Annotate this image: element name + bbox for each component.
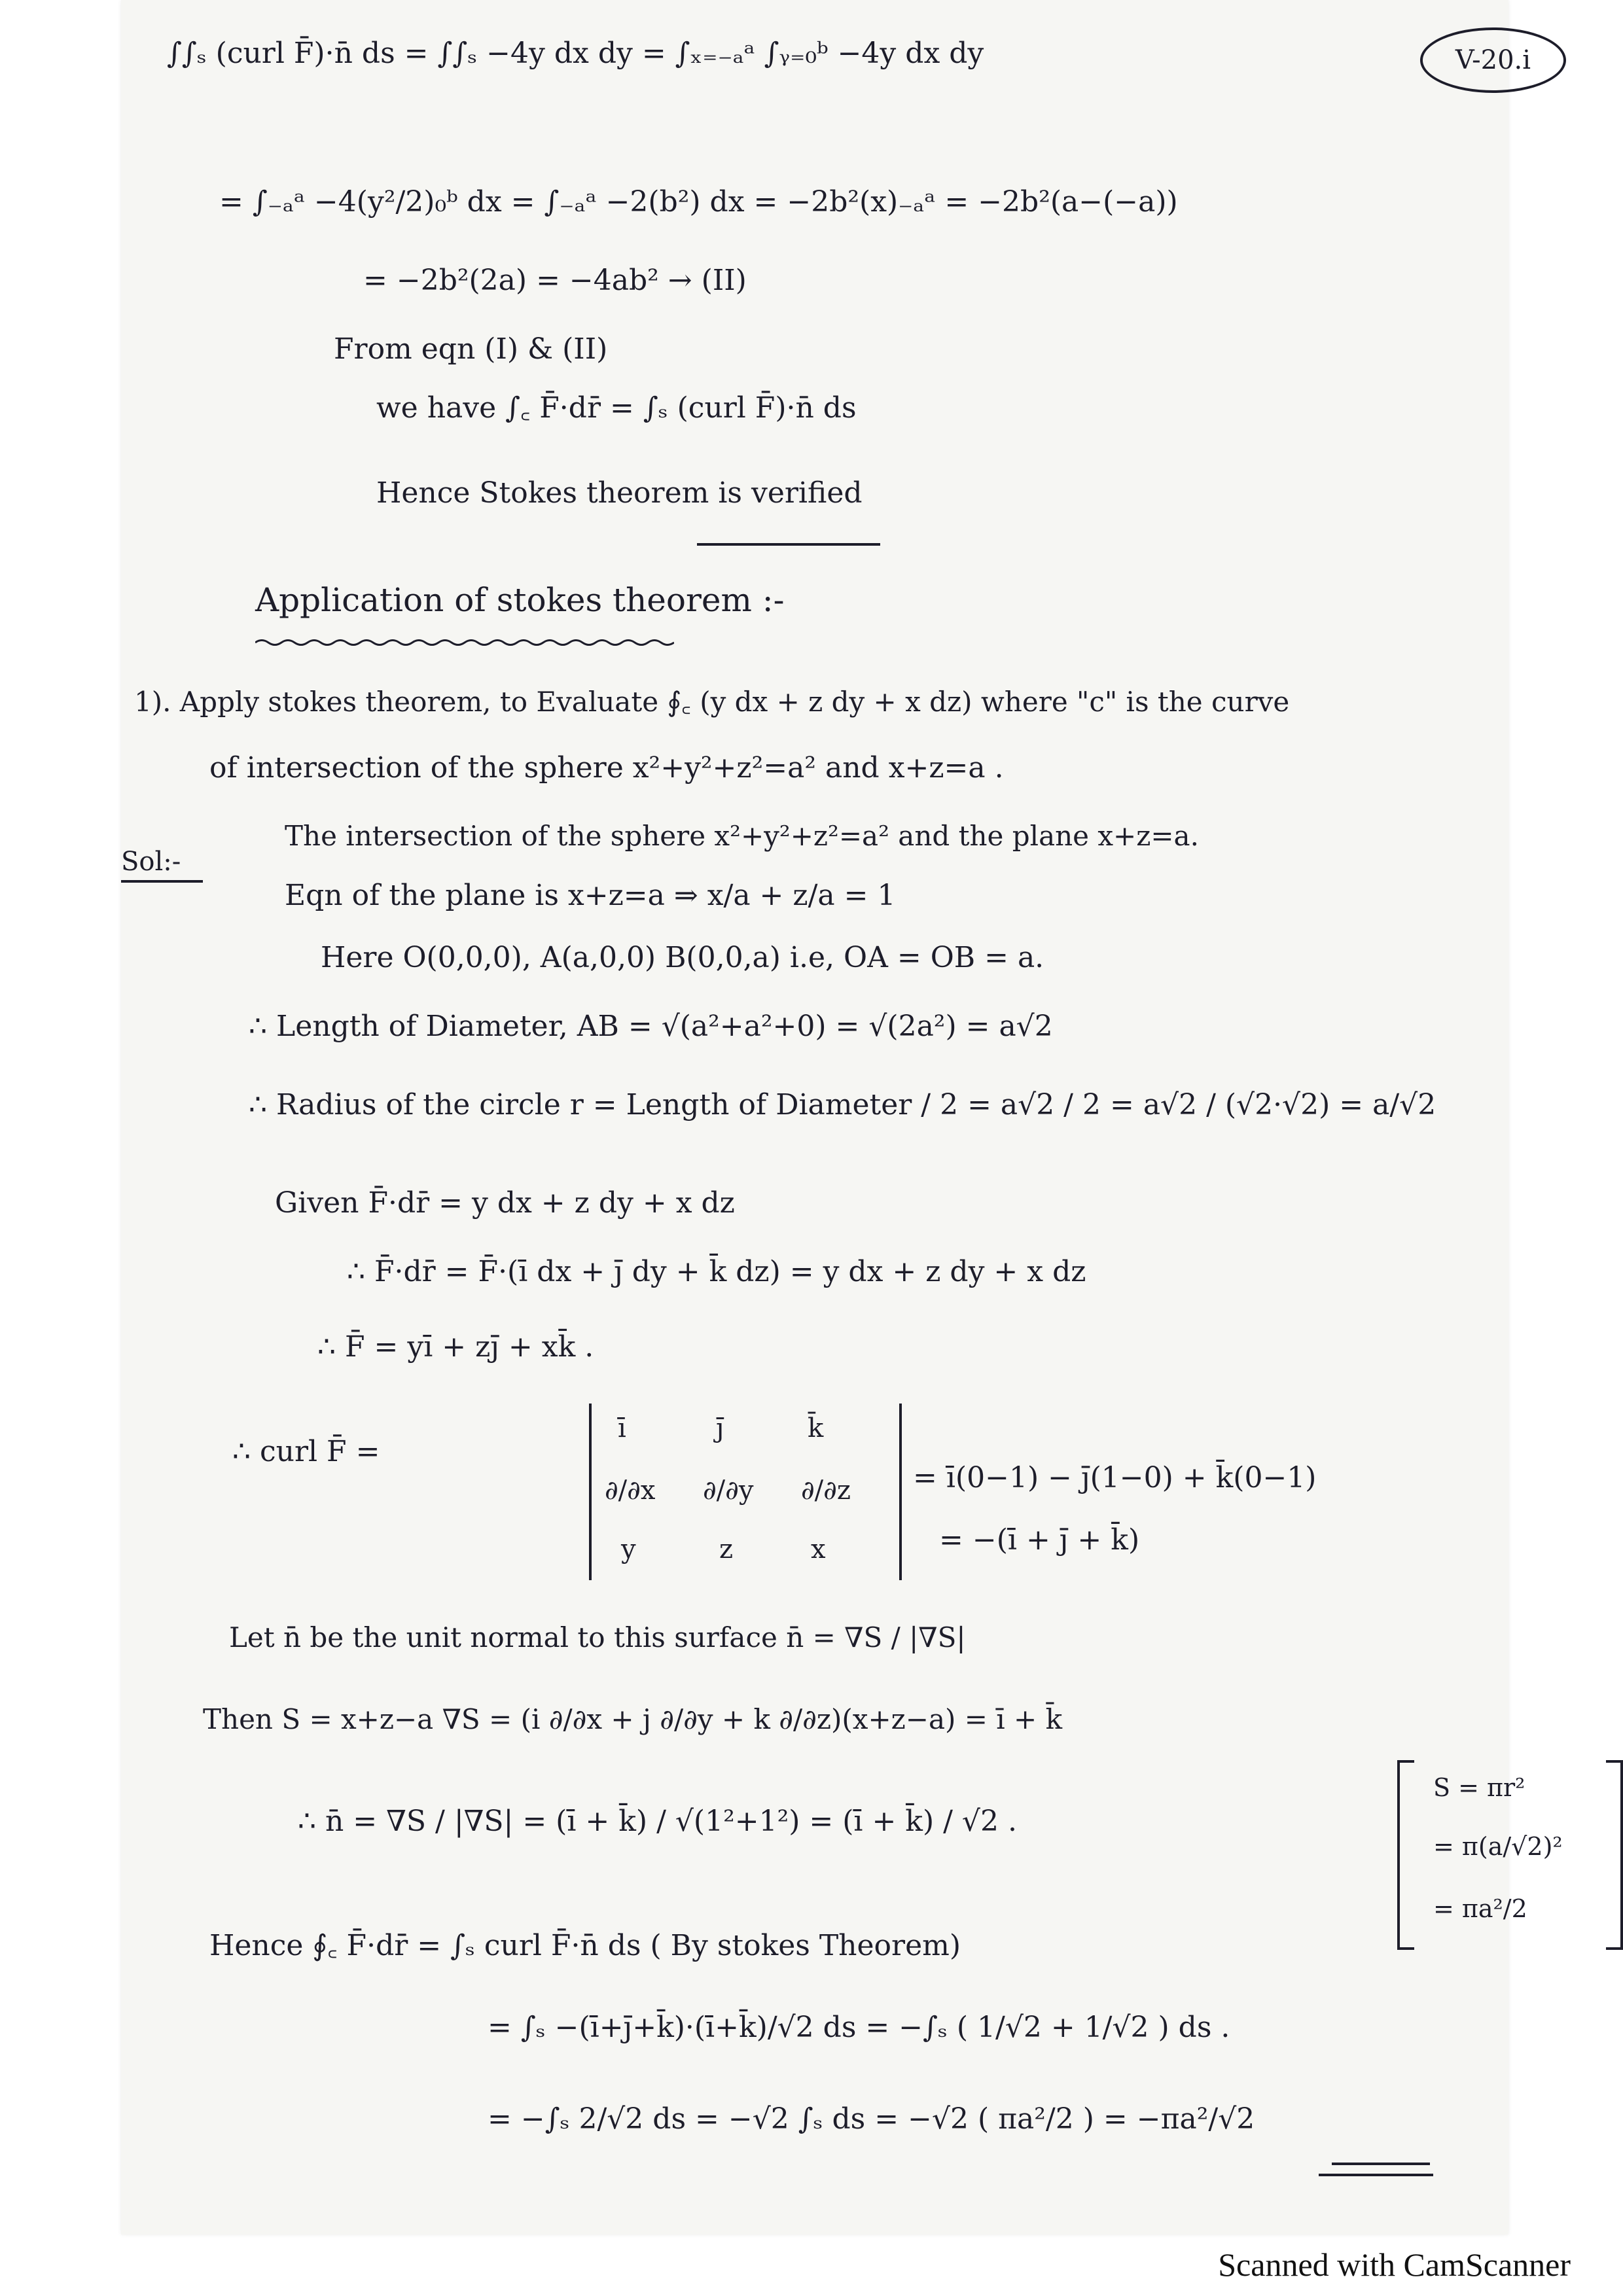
normal-line-3: ∴ n̄ = ∇S / |∇S| = (ī + k̄) / √(1²+1²) = (ī + k̄) / √2 . xyxy=(298,1805,1017,1838)
we-have-line: we have ∫꜀ F̄·dr̄ = ∫ₛ (curl F̄)·n̄ ds xyxy=(376,391,857,425)
final-underline-2 xyxy=(1319,2174,1433,2176)
normal-line-1: Let n̄ be the unit normal to this surface n̄ = ∇S / |∇S| xyxy=(229,1621,966,1653)
area-note-line-3: = πa²/2 xyxy=(1433,1894,1527,1923)
matrix-cell-j: j̄ xyxy=(716,1413,724,1443)
matrix-cell-y: y xyxy=(621,1534,636,1564)
problem-line-2: of intersection of the sphere x²+y²+z²=a² and x+z=a . xyxy=(209,751,1004,785)
matrix-cell-dz: ∂/∂z xyxy=(801,1475,851,1506)
normal-line-2: Then S = x+z−a ∇S = (i ∂/∂x + j ∂/∂y + k ∂/∂z)(x+z−a) = ī + k̄ xyxy=(203,1703,1063,1735)
solution-label: Sol:- xyxy=(121,847,181,877)
area-note-bracket xyxy=(1397,1760,1623,1950)
matrix-cell-k: k̄ xyxy=(808,1413,824,1443)
curl-result-2: = −(ī + j̄ + k̄) xyxy=(939,1523,1140,1557)
heading-wavy-underline xyxy=(255,638,674,647)
matrix-cell-dy: ∂/∂y xyxy=(703,1475,754,1506)
curl-determinant xyxy=(589,1404,902,1580)
derivation-line-3: = −2b²(2a) = −4ab² → (II) xyxy=(363,264,747,297)
area-note-line-2: = π(a/√2)² xyxy=(1433,1832,1563,1861)
hence-verified-line: Hence Stokes theorem is verified xyxy=(376,476,863,510)
problem-line-1: 1). Apply stokes theorem, to Evaluate ∮꜀ (y dx + z dy + x dz) where "c" is the curve xyxy=(134,686,1290,718)
matrix-cell-dx: ∂/∂x xyxy=(605,1475,656,1506)
solution-line-5: ∴ Radius of the circle r = Length of Diameter / 2 = a√2 / 2 = a√2 / (√2·√2) = a/√2 xyxy=(249,1088,1436,1122)
derivation-line-2: = ∫₋ₐᵃ −4(y²/2)₀ᵇ dx = ∫₋ₐᵃ −2(b²) dx = −2b²(x)₋ₐᵃ = −2b²(a−(−a)) xyxy=(219,185,1178,219)
solution-line-7: ∴ F̄·dr̄ = F̄·(ī dx + j̄ dy + k̄ dz) = y dx + z dy + x dz xyxy=(347,1255,1086,1288)
matrix-cell-x: x xyxy=(811,1534,826,1564)
final-underline-1 xyxy=(1332,2163,1430,2165)
matrix-cell-i: ī xyxy=(618,1413,626,1443)
from-eqn-line: From eqn (I) & (II) xyxy=(334,332,608,366)
scanned-page xyxy=(121,0,1563,2234)
solution-line-8: ∴ F̄ = yī + zj̄ + xk̄ . xyxy=(317,1330,594,1364)
hence-line-1: Hence ∮꜀ F̄·dr̄ = ∫ₛ curl F̄·n̄ ds ( By stokes Theorem) xyxy=(209,1929,961,1962)
area-note-line-1: S = πr² xyxy=(1433,1773,1525,1802)
bracket-left xyxy=(1397,1760,1414,1950)
hence-line-2: = ∫ₛ −(ī+j̄+k̄)·(ī+k̄)/√2 ds = −∫ₛ ( 1/√2 + 1/√2 ) ds . xyxy=(488,2011,1230,2044)
solution-line-4: ∴ Length of Diameter, AB = √(a²+a²+0) = √(2a²) = a√2 xyxy=(249,1010,1053,1043)
solution-line-3: Here O(0,0,0), A(a,0,0) B(0,0,a) i.e, OA = OB = a. xyxy=(321,941,1044,974)
bracket-right xyxy=(1606,1760,1623,1950)
solution-line-6: Given F̄·dr̄ = y dx + z dy + x dz xyxy=(275,1186,735,1220)
matrix-cell-z: z xyxy=(719,1534,734,1564)
curl-result-1: = ī(0−1) − j̄(1−0) + k̄(0−1) xyxy=(913,1461,1317,1494)
curl-label: ∴ curl F̄ = xyxy=(232,1435,380,1468)
derivation-line-1: ∫∫ₛ (curl F̄)·n̄ ds = ∫∫ₛ −4y dx dy = ∫ₓ₌₋ₐᵃ ∫ᵧ₌₀ᵇ −4y dx dy xyxy=(167,37,984,70)
sol-underline xyxy=(121,880,203,883)
solution-line-1: The intersection of the sphere x²+y²+z²=a² and the plane x+z=a. xyxy=(285,820,1199,852)
verified-underline xyxy=(697,543,880,546)
page-tag: V-20.i xyxy=(1420,27,1566,93)
solution-line-2: Eqn of the plane is x+z=a ⇒ x/a + z/a = 1 xyxy=(285,879,896,912)
hence-line-3: = −∫ₛ 2/√2 ds = −√2 ∫ₛ ds = −√2 ( πa²/2 ) = −πa²/√2 xyxy=(488,2102,1255,2136)
scanner-watermark: Scanned with CamScanner xyxy=(1218,2246,1571,2283)
section-heading: Application of stokes theorem :- xyxy=(255,581,785,619)
